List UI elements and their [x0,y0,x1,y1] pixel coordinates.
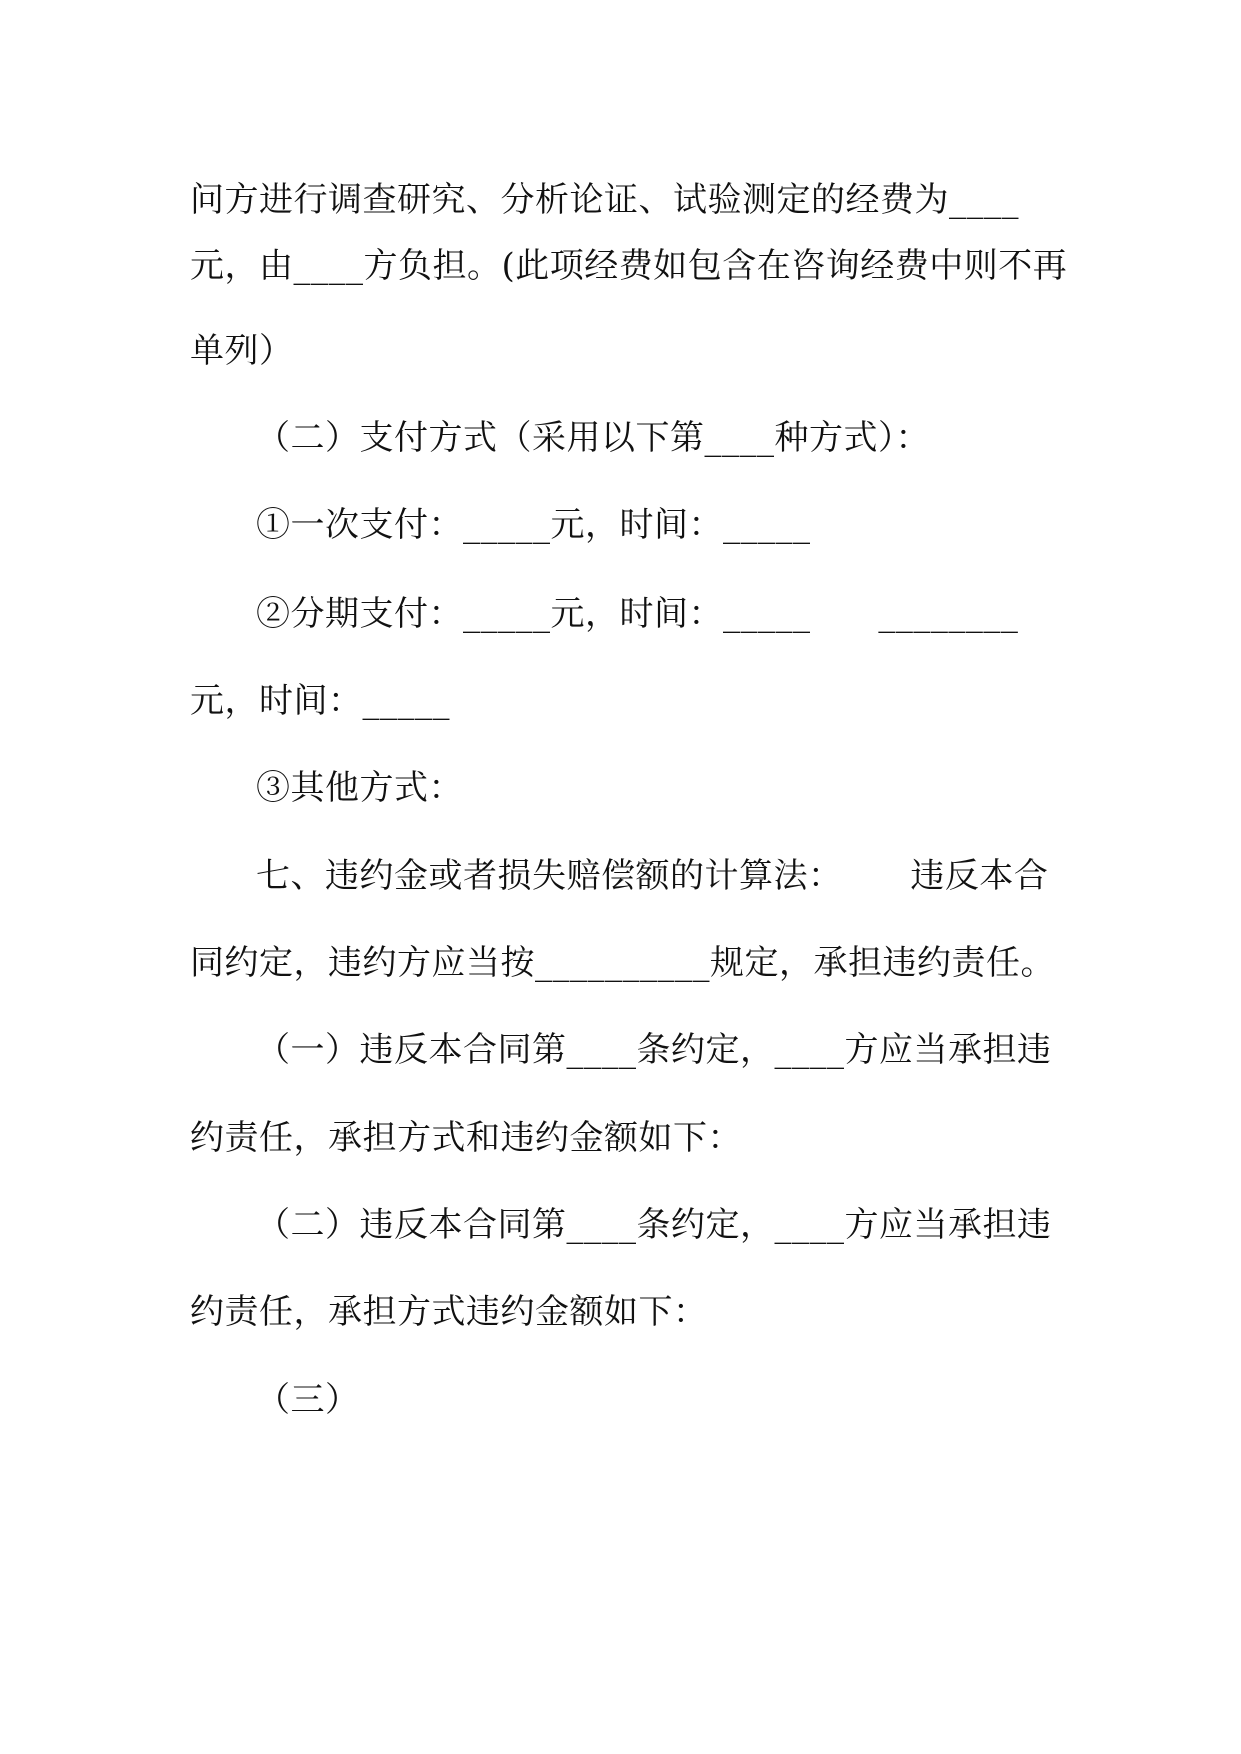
text-line: ③其他方式： [256,768,463,808]
text-line: 约责任，承担方式违约金额如下： [190,1292,708,1332]
text-line: ②分期支付：_____元，时间：_____ ________ [256,594,1019,634]
text-line: ①一次支付：_____元，时间：_____ [256,505,811,545]
text-line: 单列） [190,331,294,371]
text-line: （三） [256,1380,360,1420]
text-line: （二）违反本合同第____条约定，____方应当承担违 [256,1205,1052,1245]
text-line: （二）支付方式（采用以下第____种方式）： [256,418,930,458]
text-line: 七、违约金或者损失赔偿额的计算法： 违反本合 [256,856,1049,896]
text-line: 问方进行调查研究、分析论证、试验测定的经费为____ [190,180,1019,220]
text-line: 约责任，承担方式和违约金额如下： [190,1118,742,1158]
text-line: 元，时间：_____ [190,681,450,721]
text-line: 元，由____方负担。(此项经费如包含在咨询经费中则不再 [190,246,1068,286]
text-line: （一）违反本合同第____条约定，____方应当承担违 [256,1030,1052,1070]
text-line: 同约定，违约方应当按__________规定，承担违约责任。 [190,943,1055,983]
